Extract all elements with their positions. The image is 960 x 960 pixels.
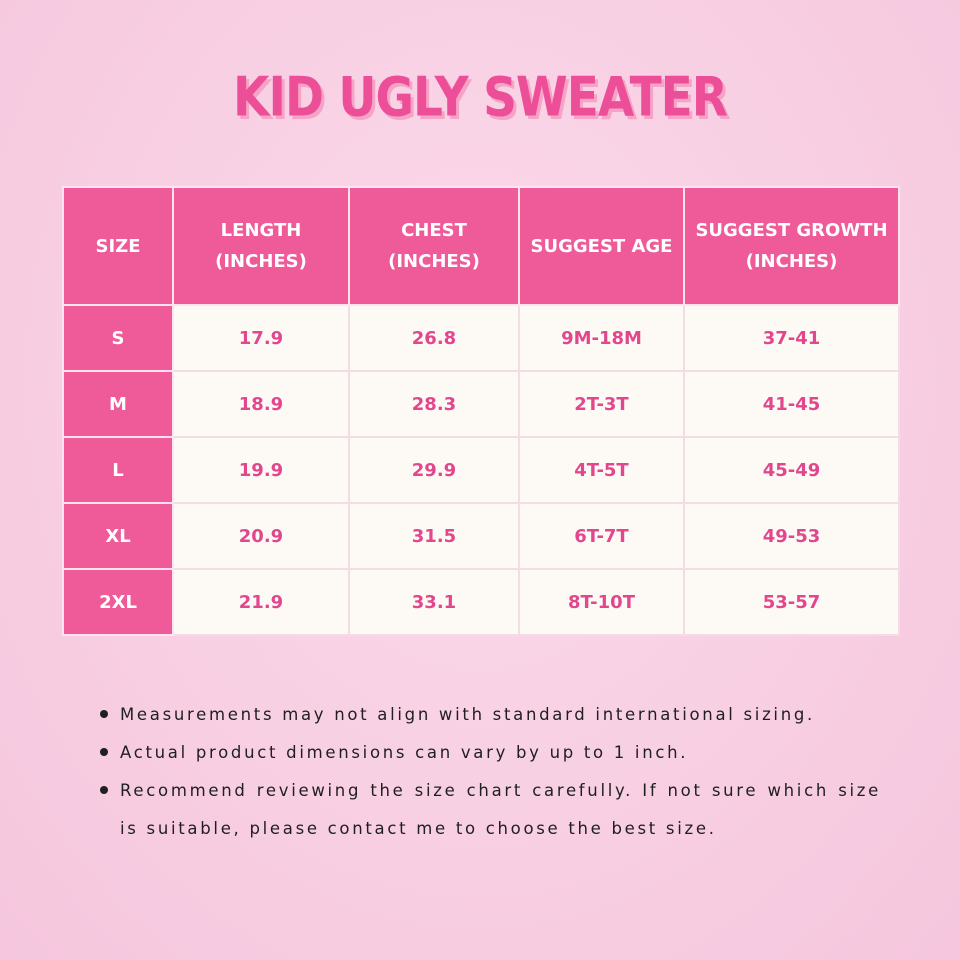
- header-size-label: SIZE: [95, 235, 141, 257]
- note-text: Actual product dimensions can vary by up to 1 inch.: [120, 743, 689, 762]
- suggest-age-cell: 4T-5T: [519, 437, 684, 503]
- header-chest-label: CHEST: [401, 220, 467, 241]
- table-row: [63, 437, 899, 503]
- suggest-age-cell: 6T-7T: [519, 503, 684, 569]
- suggest-growth-cell: 45-49: [684, 437, 899, 503]
- suggest-growth-cell: 41-45: [684, 371, 899, 437]
- note-text: Recommend reviewing the size chart carefully. If not sure which size is suitable, please contact me to choose the best size.: [120, 781, 881, 838]
- bullet-icon: [100, 710, 108, 718]
- note-item: [96, 696, 881, 734]
- table-row: [63, 503, 899, 569]
- length-cell: 19.9: [173, 437, 349, 503]
- header-size: [63, 187, 173, 305]
- header-suggest-growth-label: SUGGEST GROWTH: [695, 220, 888, 241]
- size-chart-table: [62, 186, 900, 636]
- suggest-growth-cell: 49-53: [684, 503, 899, 569]
- suggest-age-cell: 8T-10T: [519, 569, 684, 635]
- header-suggest-growth: [684, 187, 899, 305]
- table-row: [63, 371, 899, 437]
- size-cell: 2XL: [63, 569, 173, 635]
- chest-cell: 31.5: [349, 503, 519, 569]
- suggest-growth-cell: 37-41: [684, 305, 899, 371]
- header-suggest-age-label: SUGGEST AGE: [530, 235, 673, 257]
- length-cell: 17.9: [173, 305, 349, 371]
- notes-list: [96, 696, 881, 848]
- table-row: [63, 569, 899, 635]
- suggest-growth-cell: 53-57: [684, 569, 899, 635]
- length-cell: 21.9: [173, 569, 349, 635]
- table-row: [63, 305, 899, 371]
- chest-cell: 28.3: [349, 371, 519, 437]
- chest-cell: 33.1: [349, 569, 519, 635]
- length-cell: 18.9: [173, 371, 349, 437]
- suggest-age-cell: 9M-18M: [519, 305, 684, 371]
- note-text: Measurements may not align with standard international sizing.: [120, 705, 815, 724]
- bullet-icon: [100, 748, 108, 756]
- chest-cell: 29.9: [349, 437, 519, 503]
- suggest-age-cell: 2T-3T: [519, 371, 684, 437]
- header-suggest-age: [519, 187, 684, 305]
- size-cell: S: [63, 305, 173, 371]
- chest-cell: 26.8: [349, 305, 519, 371]
- page-title: KID UGLY SWEATER: [233, 66, 727, 130]
- size-cell: M: [63, 371, 173, 437]
- header-length-unit: (INCHES): [215, 251, 307, 272]
- header-suggest-growth-unit: (INCHES): [745, 251, 838, 272]
- length-cell: 20.9: [173, 503, 349, 569]
- table-header-row: [63, 187, 899, 305]
- header-chest-unit: (INCHES): [388, 251, 480, 272]
- size-cell: L: [63, 437, 173, 503]
- bullet-icon: [100, 786, 108, 794]
- note-item: [96, 734, 881, 772]
- header-length: [173, 187, 349, 305]
- size-cell: XL: [63, 503, 173, 569]
- header-chest: [349, 187, 519, 305]
- note-item: [96, 772, 881, 848]
- header-length-label: LENGTH: [220, 220, 302, 241]
